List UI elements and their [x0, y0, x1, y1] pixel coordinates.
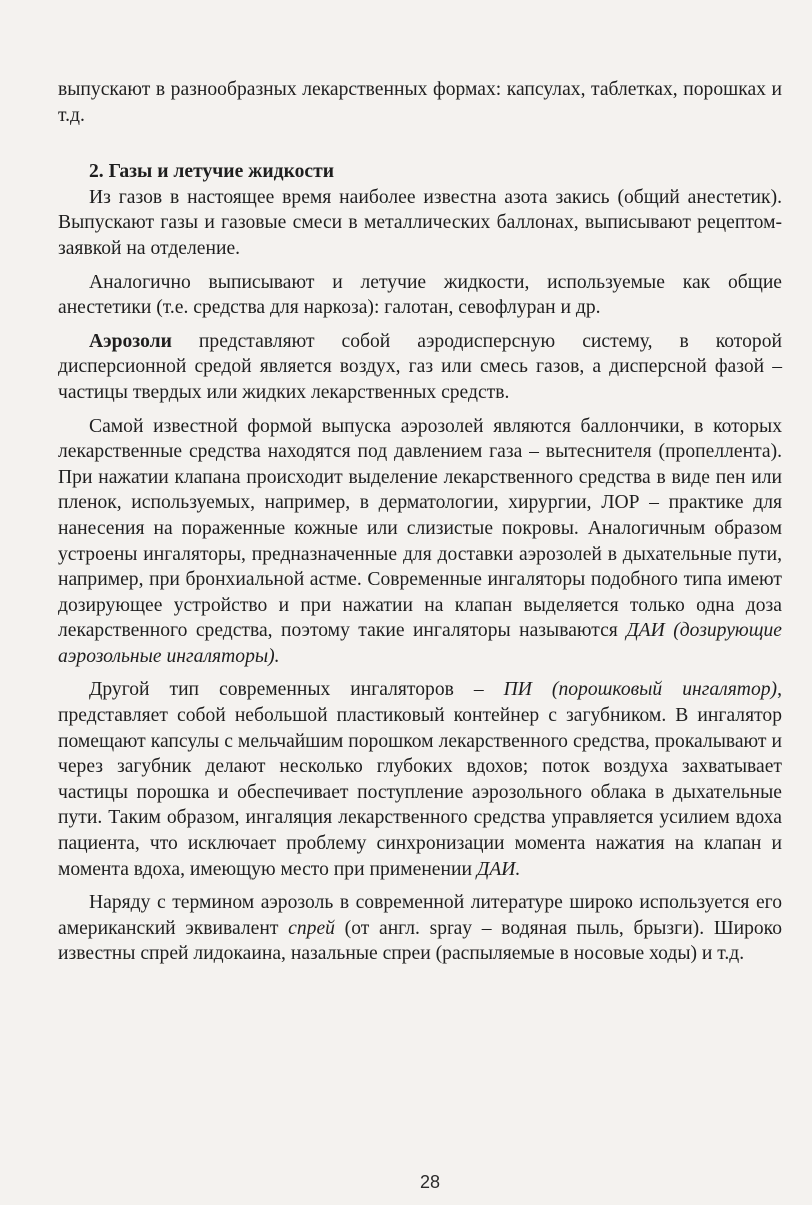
- paragraph-volatile-liquids-text: Аналогично выписывают и летучие жидкости, используемые как общие анестетики (т.е. средства для наркоза): галотан, севофлуран и др.: [58, 271, 782, 319]
- spray-term: спрей: [288, 917, 335, 939]
- paragraph-aerosols: [58, 329, 782, 406]
- paragraph-canisters: [58, 414, 782, 670]
- spray-lead: Наряду с термином аэрозоль в современной литературе широко используется его американский эквивалент: [58, 892, 782, 939]
- dpi-term: ПИ (порошковый ингалятор): [503, 679, 778, 701]
- paragraph-gases: [58, 185, 782, 262]
- intro-paragraph: [58, 77, 782, 128]
- paragraph-spray: [58, 890, 782, 967]
- spray-text: (от англ. spray – водяная пыль, брызги). Широко известны спрей лидокаина, назальные спреи (распыляемые в носовые ходы) и т.д.: [58, 917, 782, 965]
- page-number: 28: [419, 1172, 441, 1192]
- mdi-abbrev: ДАИ.: [476, 858, 521, 880]
- section-heading-text: 2. Газы и летучие жидкости: [89, 161, 335, 183]
- canisters-text: Самой известной формой выпуска аэрозолей являются баллончики, в которых лекарственные средства находятся под давлением газа – вытеснителя (пропеллента). При нажатии клапана происходит выделение лекарственного средства в виде пен или пленок, используемых, например, в дерматологии, хирургии, ЛОР – практике для нанесения на пораженные кожные или слизистые покровы. Аналогичным образом устроены ингаляторы, предназначенные для доставки аэрозолей в дыхательные пути, например, при бронхиальной астме. Современные ингаляторы подобного типа имеют дозирующее устройство и при нажатии на клапан выделяется только одна доза лекарственного средства, поэтому такие ингаляторы называются: [58, 415, 782, 642]
- mdi-term: ДАИ (дозирующие аэрозольные ингаляторы).: [58, 620, 782, 667]
- paragraph-volatile-liquids: [58, 270, 782, 321]
- intro-text: выпускают в разнообразных лекарственных формах: капсулах, таблетках, порошках и т.д.: [58, 79, 782, 126]
- powder-inhaler-text: , представляет собой небольшой пластиковый контейнер с загубником. В ингалятор помещают капсулы с мельчайшим порошком лекарственного средства, прокалывают и через загубник делают несколько глубоких вдохов; поток воздуха захватывает частицы порошка и обеспечивает поступление аэрозольного облака в дыхательные пути. Таким образом, ингаляция лекарственного средства управляется усилием вдоха пациента, что исключает проблему синхронизации момента нажатия на клапан и момента вдоха, имеющую место при применении: [58, 679, 782, 880]
- paragraph-powder-inhaler: [58, 677, 782, 882]
- powder-inhaler-lead: Другой тип современных ингаляторов –: [89, 679, 504, 701]
- aerosols-definition: представляют собой аэродисперсную систему, в которой дисперсионной средой является воздух, газ или смесь газов, а дисперсной фазой – частицы твердых или жидких лекарственных средств.: [58, 330, 782, 403]
- section-heading: [58, 159, 782, 185]
- aerosols-term: Аэрозоли: [89, 330, 172, 352]
- paragraph-gases-text: Из газов в настоящее время наиболее известна азота закись (общий анестетик). Выпускают газы и газовые смеси в металлических баллонах, выписывают рецептом-заявкой на отделение.: [58, 186, 782, 259]
- page-body: [58, 77, 782, 975]
